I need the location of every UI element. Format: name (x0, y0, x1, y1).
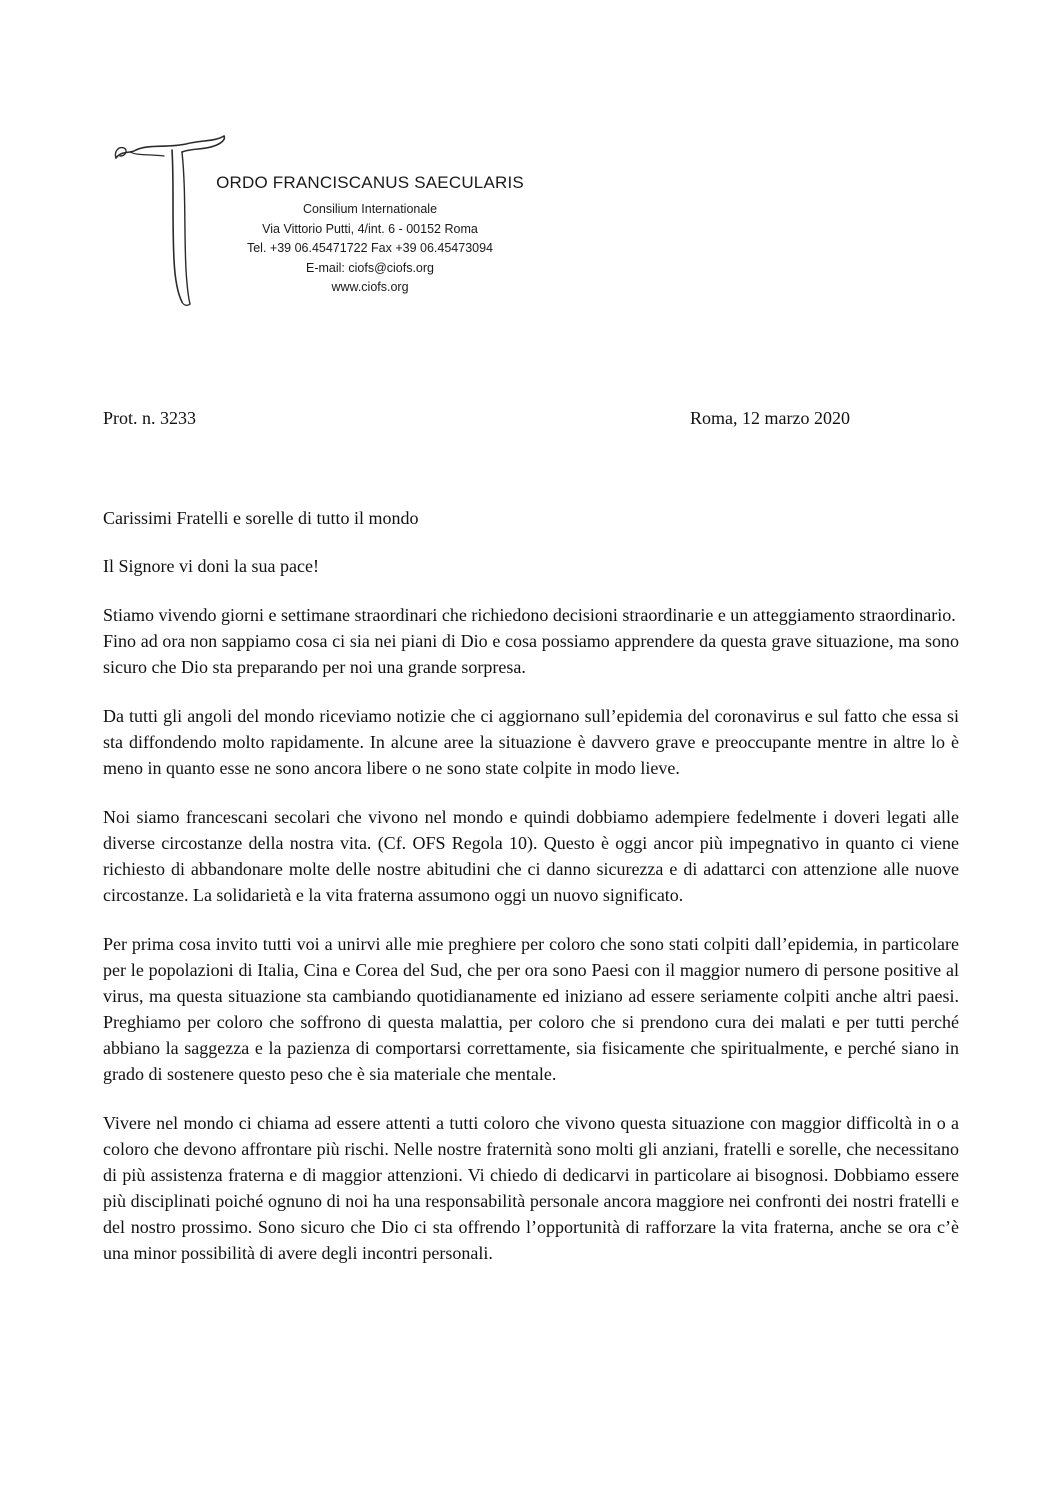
website-address: www.ciofs.org (331, 280, 409, 294)
paragraph-1a: Stiamo vivendo giorni e settimane straordinari che richiedono decisioni straordinarie e un atteggiamento straordinario. (103, 605, 956, 625)
phone-fax: Tel. +39 06.45471722 Fax +39 06.45473094 (246, 241, 494, 255)
greeting: Il Signore vi doni la sua pace! (103, 556, 319, 576)
paragraph-3: Noi siamo francescani secolari che vivono nel mondo e quindi dobbiamo adempiere fedelmente i doveri legati alle diverse circostanze della nostra vita. (Cf. OFS Regola 10). Questo è oggi ancor più impegnativo in quanto ci viene richiesto di abbandonare molte delle nostre abitudini che ci danno sicurezza e di adattarci con attenzione alle nuove circostanze. La solidarietà e la vita fraterna assumono oggi un nuovo significato. (103, 807, 959, 905)
email-address: E-mail: ciofs@ciofs.org (306, 260, 434, 275)
paragraph-2: Da tutti gli angoli del mondo riceviamo notizie che ci aggiornano sull’epidemia del coronavirus e sul fatto che essa si sta diffondendo molto rapidamente. In alcune aree la situazione è davvero grave e preoccupante mentre in altre lo è meno in quanto esse ne sono ancora libere o ne sono state colpite in modo lieve. (103, 706, 959, 778)
salutation: Carissimi Fratelli e sorelle di tutto il mondo (103, 508, 419, 528)
organization-block (200, 172, 540, 298)
place-and-date: Roma, 12 marzo 2020 (690, 408, 850, 428)
letter-body (103, 505, 959, 1289)
postal-address: Via Vittorio Putti, 4/int. 6 - 00152 Roma (262, 221, 478, 236)
paragraph-5: Vivere nel mondo ci chiama ad essere attenti a tutti coloro che vivono questa situazione con maggior difficoltà in o a coloro che devono affrontare più rischi. Nelle nostre fraternità sono molti gli anziani, fratelli e sorelle, che necessitano di più assistenza fraterna e di maggior attenzioni. Vi chiedo di dedicarvi in particolare ai bisognosi. Dobbiamo essere più disciplinati poiché ognuno di noi ha una responsabilità personale ancora maggiore nei confronti dei nostri fratelli e del nostro prossimo. Sono sicuro che Dio ci sta offrendo l’opportunità di rafforzare la vita fraterna, anche se ora c’è una minor possibilità di avere degli incontri personali. (103, 1113, 959, 1263)
organization-name: ORDO FRANCISCANUS SAECULARIS (216, 173, 524, 192)
protocol-number: Prot. n. 3233 (103, 408, 197, 428)
council-name: Consilium Internationale (302, 202, 438, 216)
letterhead (0, 0, 1058, 320)
paragraph-4: Per prima cosa invito tutti voi a unirvi alle mie preghiere per coloro che sono stati colpiti dall’epidemia, in particolare per le popolazioni di Italia, Cina e Corea del Sud, che per ora sono Paesi con il maggior numero di persone positive al virus, ma questa situazione sta cambiando quotidianamente ed iniziano ad essere seriamente colpiti anche altri paesi. Preghiamo per coloro che soffrono di questa malattia, per coloro che si prendono cura dei malati e per tutti perché abbiano la saggezza e la pazienza di comportarsi correttamente, sia fisicamente che spiritualmente, e perché siano in grado di sostenere questo peso che è sia materiale che mentale. (103, 934, 959, 1084)
paragraph-1b: Fino ad ora non sappiamo cosa ci sia nei piani di Dio e cosa possiamo apprendere da questa grave situazione, ma sono sicuro che Dio sta preparando per noi una grande sorpresa. (103, 631, 959, 677)
